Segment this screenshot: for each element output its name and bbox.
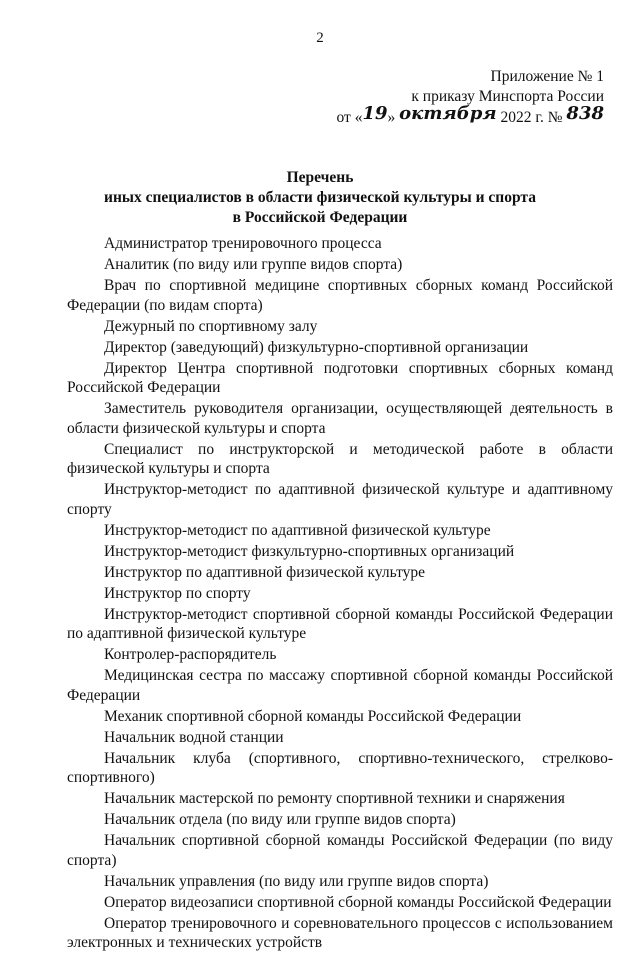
list-item: Оператор видеозаписи спортивной сборной команды Российской Федерации (104, 893, 612, 911)
page-number: 2 (316, 30, 324, 46)
attachment-date-line (336, 103, 604, 128)
handwritten-month: октября (399, 103, 497, 124)
list-item: Контролер-распорядитель (104, 646, 277, 663)
list-item: Инструктор-методист по адаптивной физической культуре (104, 521, 491, 539)
specialist-list (67, 234, 613, 954)
title-line-3: в Российской Федерации (232, 209, 408, 226)
list-item: Инструктор по спорту (104, 584, 251, 602)
attachment-block (337, 67, 604, 128)
list-item: Оператор тренировочного и соревновательного процессов с использованием электронных и технических устройств (67, 914, 613, 951)
list-item: Инструктор-методист спортивной сборной команды Российской Федерации по адаптивной физической культуре (67, 605, 613, 642)
list-item: Аналитик (по виду или группе видов спорта) (104, 256, 403, 273)
date-prefix: от « (336, 109, 363, 126)
list-item: Инструктор по адаптивной физической культуре (104, 563, 426, 581)
list-item: Медицинская сестра по массажу спортивной сборной команды Российской Федерации (67, 667, 613, 704)
list-item: Начальник водной станции (104, 728, 284, 746)
list-item: Администратор тренировочного процесса (104, 235, 382, 252)
title-line-2: иных специалистов в области физической культуры и спорта (104, 189, 536, 206)
handwritten-order-number: 838 (566, 103, 604, 124)
list-item: Начальник отдела (по виду или группе видов спорта) (104, 811, 456, 828)
list-item: Врач по спортивной медицине спортивных сборных команд Российской Федерации (по видам спорта) (67, 277, 613, 314)
date-year: 2022 г. № (496, 109, 567, 126)
list-item: Механик спортивной сборной команды Российской Федерации (104, 707, 522, 725)
document-title (0, 168, 640, 228)
list-item: Директор Центра спортивной подготовки спортивных сборных команд Российской Федерации (67, 359, 613, 396)
list-item: Специалист по инструкторской и методической работе в области физической культуры и спорта (67, 440, 613, 477)
list-item: Начальник спортивной сборной команды Российской Федерации (по виду спорта) (67, 832, 613, 869)
list-item: Инструктор-методист физкультурно-спортивных организаций (104, 542, 515, 560)
list-item: Директор (заведующий) физкультурно-спортивной организации (104, 338, 529, 356)
list-item: Начальник клуба (спортивного, спортивно-технического, стрелково-спортивного) (67, 749, 613, 786)
attachment-order-ref: к приказу Минспорта России (411, 88, 604, 105)
list-item: Начальник мастерской по ремонту спортивной техники и снаряжения (104, 790, 565, 807)
list-item: Дежурный по спортивному залу (104, 317, 318, 335)
list-item: Заместитель руководителя организации, осуществляющей деятельность в области физической культуры и спорта (67, 400, 613, 437)
date-mid: » (387, 109, 396, 126)
handwritten-day: 19 (362, 103, 388, 124)
list-item: Начальник управления (по виду или группе видов спорта) (104, 872, 489, 890)
list-item: Инструктор-методист по адаптивной физической культуре и адаптивному спорту (67, 481, 613, 518)
attachment-title: Приложение № 1 (490, 68, 604, 85)
title-line-1: Перечень (286, 169, 354, 186)
